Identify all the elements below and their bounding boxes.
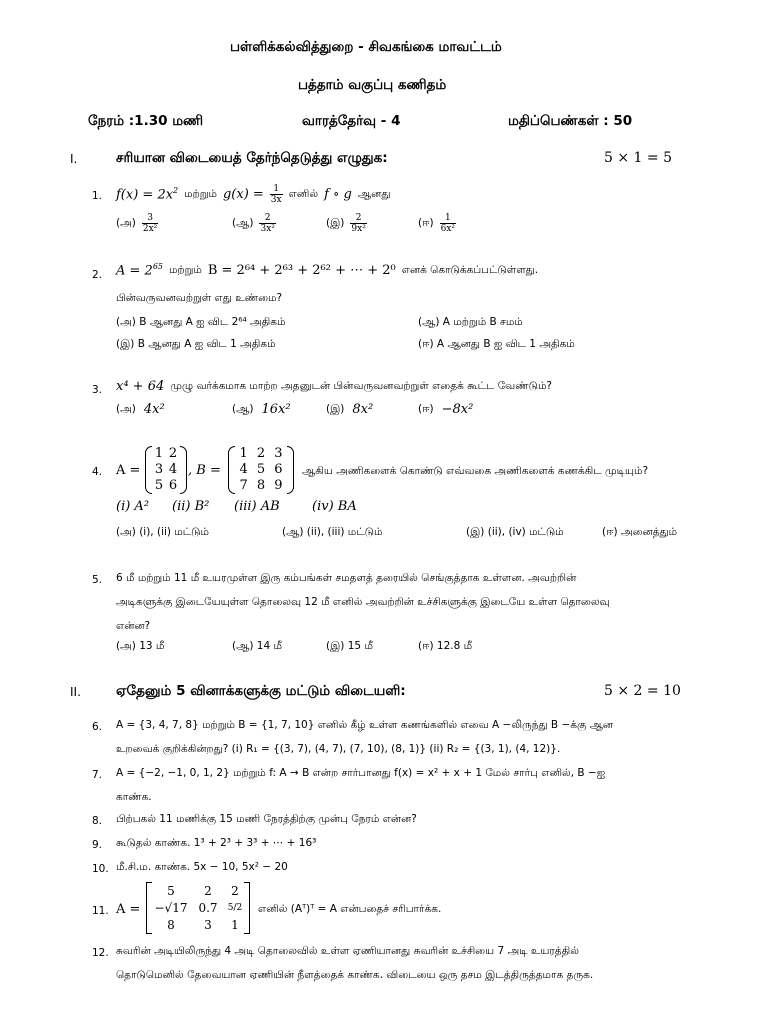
option-a: (அ) (i), (ii) மட்டும் [116,526,209,538]
question-number: 10. [92,863,109,875]
option-a: (அ) B ஆனது A ஐ விட 2⁶⁴ அதிகம் [116,316,286,328]
question-number: 1. [92,190,103,202]
matrix-b-label: , B = [188,463,221,478]
question-5-line1: 6 மீ மற்றும் 11 மீ உயரமுள்ள இரு கம்பங்கள் சமதளத் தரையில் செங்குத்தாக உள்ளன. அவற்றின் [116,572,577,584]
option-d: (ஈ) A ஆனது B ஐ விட 1 அதிகம் [418,338,575,350]
option-c: (இ) 8x² [326,402,374,417]
option-c: (இ) 15 மீ [326,640,373,652]
question-4-text: ஆகிய அணிகளைக் கொண்டு எவ்வகை அணிகளைக் கணக்கிட முடியும்? [302,465,649,477]
part-i: (i) A² [116,499,150,514]
question-11-text: எனில் (Aᵀ)ᵀ = A என்பதைச் சரிபார்க்க. [258,903,442,915]
option-c: (இ) B ஆனது A ஐ விட 1 அதிகம் [116,338,276,350]
question-10: மீ.சி.ம. காண்க. 5x − 10, 5x² − 20 [116,861,288,873]
question-number: 9. [92,839,103,851]
option-b: (ஆ) A மற்றும் B சமம் [418,316,523,328]
option-d: (ஈ) அனைத்தும் [602,526,678,538]
header-subtitle: பத்தாம் வகுப்பு கணிதம் [298,77,447,93]
question-5-line3: என்ன? [116,620,151,632]
option-b: (ஆ) $\frac{2}{\text{3x²}}$ [232,213,275,234]
option-a: (அ) 13 மீ [116,640,165,652]
question-number: 6. [92,721,103,733]
section-number: II. [70,685,81,699]
question-8: பிற்பகல் 11 மணிக்கு 15 மணி நேரத்திற்கு முன்பு நேரம் என்ன? [116,813,417,825]
question-1 [116,180,390,208]
part-ii: (ii) B² [172,499,210,514]
matrix-a: 1 2 3 4 5 6 [145,446,187,494]
section-number: I. [70,152,78,166]
option-a: (அ) 4x² [116,402,165,417]
option-d: (ஈ) 12.8 மீ [418,640,473,652]
question-number: 2. [92,269,103,281]
question-5-line2: அடிகளுக்கு இடையேயுள்ள தொலைவு 12 மீ எனில் அவற்றின் உச்சிகளுக்கு இடையே உள்ள தொலைவு [116,596,610,608]
part-iv: (iv) BA [312,499,357,514]
question-9: கூடுதல் காண்க. 1³ + 2³ + 3³ + ⋯ + 16³ [116,837,317,849]
question-6-line1: A = {3, 4, 7, 8} மற்றும் B = {1, 7, 10} எனில் கீழ் உள்ள கணங்களில் எவை A −லிருந்து B −க்கு ஆன [116,719,614,731]
option-d: (ஈ) $\frac{1}{\text{6x²}}$ [418,213,456,234]
question-number: 12. [92,947,109,959]
question-number: 8. [92,815,103,827]
question-number: 5. [92,574,103,586]
function-f: $f(x) = 2x^2$ [116,185,179,203]
option-c: (இ) $\frac{2}{\text{9x²}}$ [326,213,366,234]
matrix-label: A = [116,902,141,917]
composition: f ∘ g [324,186,352,202]
conjunction: எனில் [288,187,319,200]
exam-name: வாரத்தேர்வு - 4 [302,113,401,129]
option-b: (ஆ) 16x² [232,402,291,417]
question-number: 7. [92,769,103,781]
question-2: $A = 2^{65}$ மற்றும் B = 2⁶⁴ + 2⁶³ + 2⁶² + ⋯ + 2⁰ எனக் கொடுக்கப்பட்டுள்ளது. [116,262,539,279]
matrix-a: 5 2 2 −√17 0.7 5/2 8 3 1 [146,882,250,934]
section-title: சரியான விடையைத் தேர்ந்தெடுத்து எழுதுக: [116,150,388,166]
question-6-line2: உறவைக் குறிக்கின்றது? (i) R₁ = {(3, 7), (4, 7), (7, 10), (8, 1)} (ii) R₂ = {(3, 1), (4, 12)}. [116,743,561,755]
exam-time: நேரம் :1.30 மணி [88,113,204,129]
header-title: பள்ளிக்கல்வித்துறை - சிவகங்கை மாவட்டம் [230,39,502,55]
section-title: ஏதேனும் 5 வினாக்களுக்கு மட்டும் விடையளி: [116,683,406,699]
part-iii: (iii) AB [234,499,280,514]
option-b: (ஆ) 14 மீ [232,640,282,652]
matrix-a-label: A = [116,463,141,478]
option-b: (ஆ) (ii), (iii) மட்டும் [282,526,383,538]
option-a: (அ) $\frac{3}{\text{2x²}}$ [116,213,158,234]
question-number: 11. [92,905,109,917]
question-7-line2: காண்க. [116,791,152,803]
marks-scheme: 5 × 2 = 10 [604,683,681,699]
conjunction: ஆனது [357,187,391,200]
conjunction: மற்றும் [184,187,217,200]
fraction: $\frac{1}{3x}$ [270,183,282,205]
question-3: x⁴ + 64 முழு வர்க்கமாக மாற்ற அதனுடன் பின்வருவனவற்றுள் எதைக் கூட்ட வேண்டும்? [116,379,552,394]
question-7-line1: A = {−2, −1, 0, 1, 2} மற்றும் f: A → B என்ற சார்பானது f(x) = x² + x + 1 மேல் சார்பு எனில், B −ஐ [116,767,606,779]
marks-scheme: 5 × 1 = 5 [604,150,672,166]
exam-marks: மதிப்பெண்கள் : 50 [508,113,633,129]
question-2-line2: பின்வருவனவற்றுள் எது உண்மை? [116,292,283,304]
option-d: (ஈ) −8x² [418,402,474,417]
question-number: 4. [92,466,103,478]
question-12-line2: தொடுமெனில் தேவையான ஏணியின் நீளத்தைக் காண்க. விடையை ஒரு தசம இடத்திருத்தமாக தருக. [116,969,594,981]
question-number: 3. [92,384,103,396]
option-c: (இ) (ii), (iv) மட்டும் [466,526,564,538]
question-12-line1: சுவரின் அடியிலிருந்து 4 அடி தொலைவில் உள்ள ஏணியானது சுவரின் உச்சியை 7 அடி உயரத்தில் [116,945,579,957]
function-g: g(x) = [222,186,264,202]
matrix-b: 1 2 3 4 5 6 7 8 9 [228,446,294,494]
